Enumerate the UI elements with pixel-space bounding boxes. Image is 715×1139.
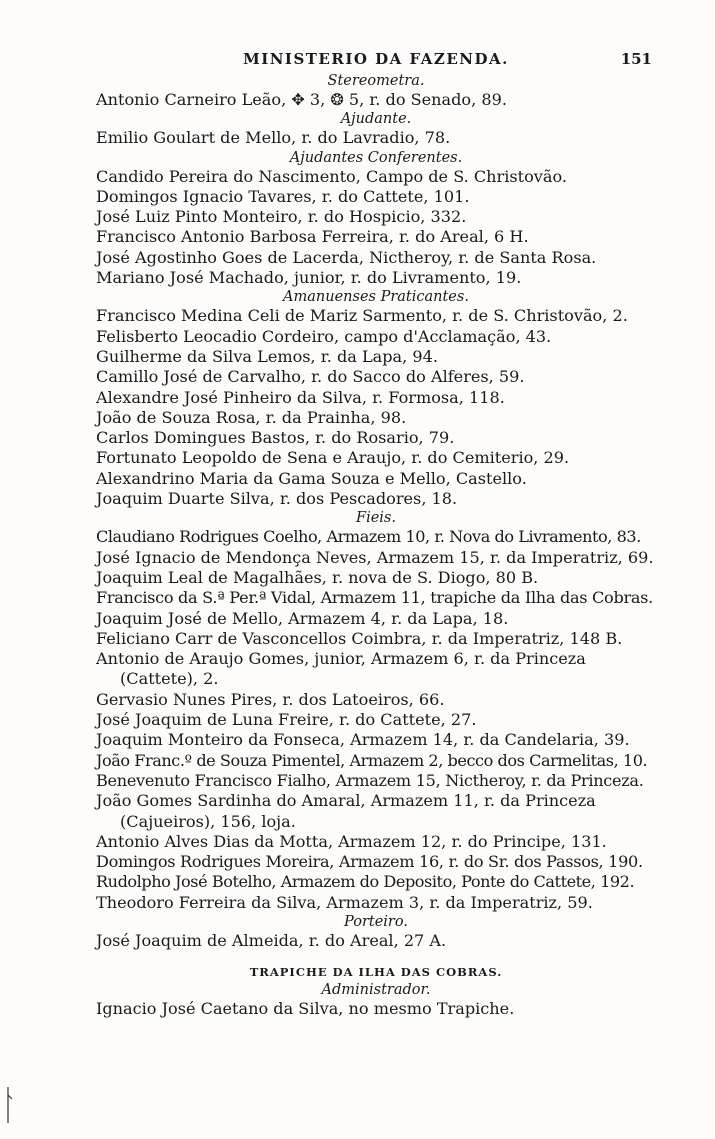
list-item: Benevenuto Francisco Fialho, Armazem 15, Nictheroy, r. da Princeza. [96, 770, 644, 790]
list-item: Francisco Medina Celi de Mariz Sarmento, r. de S. Christovão, 2. [96, 306, 628, 326]
list-item: Antonio Alves Dias da Motta, Armazem 12, r. do Principe, 131. [96, 831, 607, 851]
list-item: Domingos Rodrigues Moreira, Armazem 16, r. do Sr. dos Passos, 190. [96, 852, 643, 872]
list-item: Antonio de Araujo Gomes, junior, Armazem 6, r. da Princeza (Cattete), 2. [96, 649, 586, 689]
list-item: Joaquim Duarte Silva, r. dos Pescadores, 18. [96, 489, 458, 509]
list-item: Alexandre José Pinheiro da Silva, r. Formosa, 118. [96, 387, 505, 407]
list-item: Felisberto Leocadio Cordeiro, campo d'Acclamação, 43. [96, 326, 552, 346]
section-heading: Ajudante. [340, 111, 412, 128]
list-item: Theodoro Ferreira da Silva, Armazem 3, r. da Imperatriz, 59. [96, 892, 593, 912]
section-heading: Fieis. [356, 510, 396, 527]
list-item: Rudolpho José Botelho, Armazem do Deposito, Ponte do Cattete, 192. [96, 872, 635, 892]
list-item: Alexandrino Maria da Gama Souza e Mello, Castello. [96, 468, 527, 488]
list-item: Joaquim José de Mello, Armazem 4, r. da Lapa, 18. [96, 608, 509, 628]
list-item: João de Souza Rosa, r. da Prainha, 98. [96, 407, 407, 427]
list-item: José Joaquim de Almeida, r. do Areal, 27 A. [96, 930, 447, 950]
list-item: Ignacio José Caetano da Silva, no mesmo Trapiche. [96, 999, 515, 1019]
order-insignia-icon: ❂ [330, 90, 344, 109]
section-heading: Stereometra. [327, 73, 425, 89]
list-item: Gervasio Nunes Pires, r. dos Latoeiros, 66. [96, 689, 445, 709]
list-item: Carlos Domingues Bastos, r. do Rosario, 79. [96, 428, 455, 448]
list-item: Emilio Goulart de Mello, r. do Lavradio, 78. [96, 128, 451, 148]
list-item: José Luiz Pinto Monteiro, r. do Hospicio, 332. [96, 207, 467, 227]
list-item: José Agostinho Goes de Lacerda, Nictheroy, r. de Santa Rosa. [96, 247, 597, 267]
list-item: Francisco Antonio Barbosa Ferreira, r. do Areal, 6 H. [96, 227, 529, 247]
order-insignia-icon: ✥ [291, 90, 305, 109]
section-heading: Ajudantes Conferentes. [289, 149, 463, 166]
section-heading: Amanuenses Praticantes. [283, 289, 469, 306]
section-heading: Administrador. [321, 982, 431, 999]
list-item: Mariano José Machado, junior, r. do Livramento, 19. [96, 268, 522, 288]
margin-mark-icon [2, 1085, 14, 1125]
running-title: MINISTERIO DA FAZENDA. [243, 50, 509, 68]
document-page [96, 50, 656, 1020]
section-heading: Porteiro. [344, 913, 408, 930]
list-item: José Ignacio de Mendonça Neves, Armazem 15, r. da Imperatriz, 69. [96, 547, 654, 567]
list-item: Feliciano Carr de Vasconcellos Coimbra, r. da Imperatriz, 148 B. [96, 628, 623, 648]
list-item: Camillo José de Carvalho, r. do Sacco do Alferes, 59. [96, 367, 525, 387]
list-item: Joaquim Monteiro da Fonseca, Armazem 14, r. da Candelaria, 39. [96, 730, 630, 750]
list-item: Fortunato Leopoldo de Sena e Araujo, r. do Cemiterio, 29. [96, 448, 570, 468]
list-item: Antonio Carneiro Leão, ✥ 3, ❂ 5, r. do Senado, 89. [96, 90, 507, 109]
list-item: João Franc.º de Souza Pimentel, Armazem 2, becco dos Carmelitas, 10. [96, 750, 648, 770]
list-item: Guilherme da Silva Lemos, r. da Lapa, 94. [96, 346, 438, 366]
subsection-title: TRAPICHE DA ILHA DAS COBRAS. [249, 965, 503, 980]
list-item: Domingos Ignacio Tavares, r. do Cattete, 101. [96, 186, 470, 206]
list-item: Candido Pereira do Nascimento, Campo de S. Christovão. [96, 166, 568, 186]
running-head [96, 50, 656, 72]
list-item: João Gomes Sardinha do Amaral, Armazem 11, r. da Princeza (Cajueiros), 156, loja. [96, 791, 596, 831]
list-item: José Joaquim de Luna Freire, r. do Cattete, 27. [96, 710, 477, 730]
list-item: Claudiano Rodrigues Coelho, Armazem 10, r. Nova do Livramento, 83. [96, 527, 641, 547]
list-item: Francisco da S.ª Per.ª Vidal, Armazem 11, trapiche da Ilha das Cobras. [96, 588, 653, 608]
list-item: Joaquim Leal de Magalhães, r. nova de S. Diogo, 80 B. [96, 567, 539, 587]
page-number: 151 [620, 50, 652, 68]
